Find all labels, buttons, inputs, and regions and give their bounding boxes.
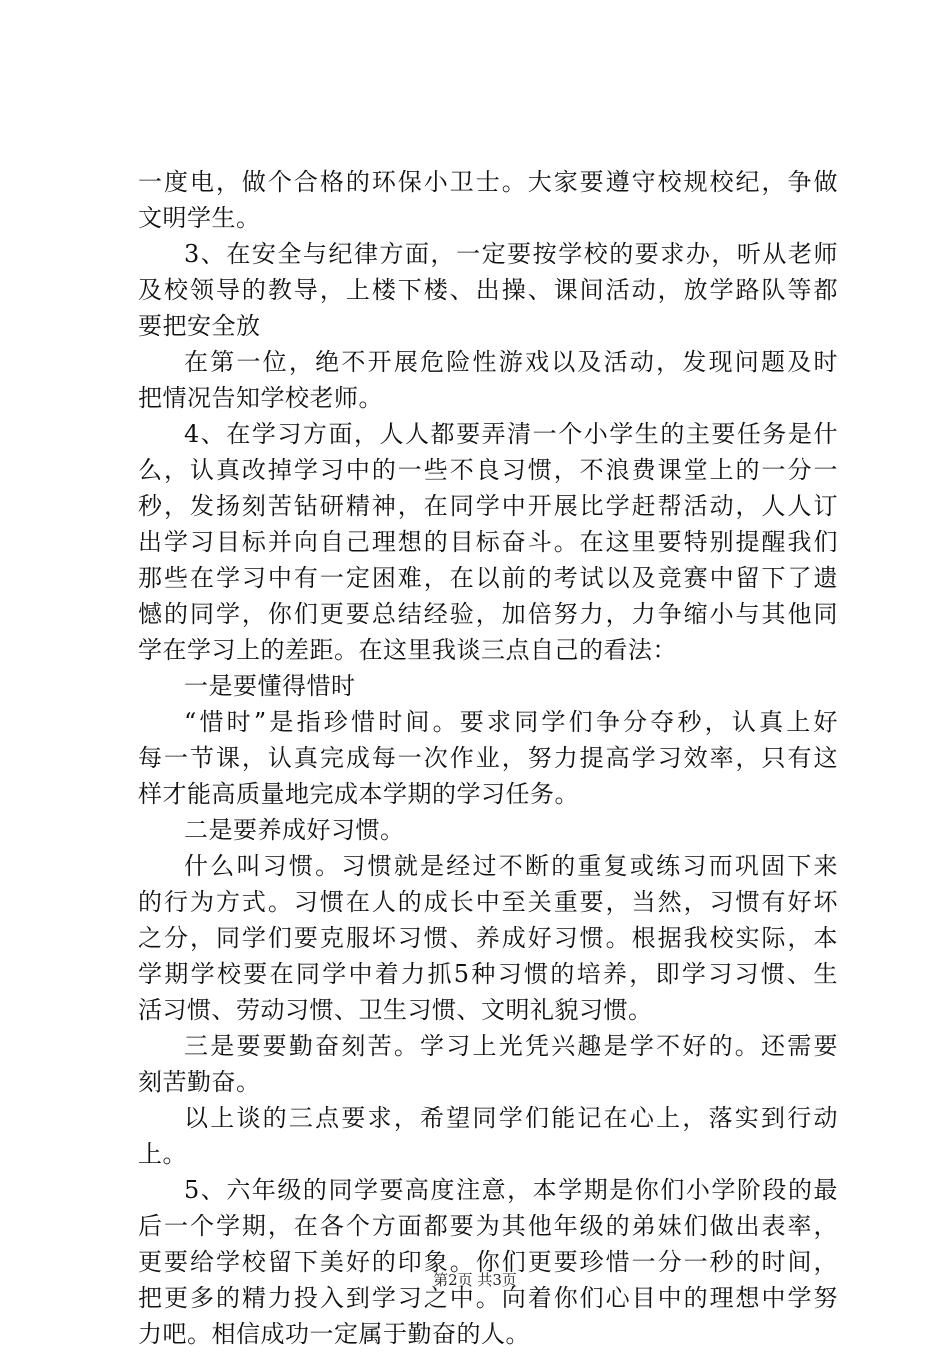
text-line: 文明学生。 [138, 204, 261, 232]
text-line: 出学习目标并向自己理想的目标奋斗。在这里要特别提醒我们 [138, 528, 838, 556]
text-line: 后一个学期，在各个方面都要为其他年级的弟妹们做出表率， [138, 1212, 838, 1240]
text-line: 憾的同学，你们更要总结经验，加倍努力，力争缩小与其他同 [138, 600, 838, 628]
text-line: 秒，发扬刻苦钻研精神，在同学中开展比学赶帮活动，人人订 [138, 492, 838, 520]
text-line: 每一节课，认真完成每一次作业，努力提高学习效率，只有这 [138, 744, 838, 772]
text-line: 三是要要勤奋刻苦。学习上光凭兴趣是学不好的。还需要 [184, 1032, 838, 1060]
text-line: 么，认真改掉学习中的一些不良习惯，不浪费课堂上的一分一 [138, 456, 838, 484]
text-line: 上。 [138, 1140, 187, 1168]
text-line: 那些在学习中有一定困难，在以前的考试以及竞赛中留下了遗 [138, 564, 838, 592]
text-line: 及校领导的教导，上楼下楼、出操、课间活动，放学路队等都 [138, 276, 838, 304]
text-line: 学期学校要在同学中着力抓5种习惯的培养，即学习习惯、生 [138, 960, 838, 988]
text-line: 把情况告知学校老师。 [138, 384, 383, 412]
page-footer [0, 1270, 950, 1290]
text-line: 的行为方式。习惯在人的成长中至关重要，当然，习惯有好坏 [138, 888, 838, 916]
text-line: 刻苦勤奋。 [138, 1068, 261, 1096]
text-line: 把更多的精力投入到学习之中。向着你们心目中的理想中学努 [138, 1284, 838, 1312]
text-line: 以上谈的三点要求，希望同学们能记在心上，落实到行动 [184, 1104, 838, 1132]
text-line: 更要给学校留下美好的印象。你们更要珍惜一分一秒的时间， [138, 1248, 838, 1276]
text-line: 4、在学习方面，人人都要弄清一个小学生的主要任务是什 [184, 420, 838, 448]
text-line: 3、在安全与纪律方面，一定要按学校的要求办，听从老师 [184, 240, 838, 268]
text-line: 活习惯、劳动习惯、卫生习惯、文明礼貌习惯。 [138, 996, 653, 1024]
text-line: 要把安全放 [138, 312, 261, 340]
text-line: 什么叫习惯。习惯就是经过不断的重复或练习而巩固下来 [184, 852, 838, 880]
text-line: 样才能高质量地完成本学期的学习任务。 [138, 780, 579, 808]
text-line: 一是要懂得惜时 [184, 672, 356, 700]
text-line: 在第一位，绝不开展危险性游戏以及活动，发现问题及时 [184, 348, 838, 376]
text-line: 一度电，做个合格的环保小卫士。大家要遵守校规校纪，争做 [138, 168, 838, 196]
text-line: 学在学习上的差距。在这里我谈三点自己的看法： [138, 636, 677, 664]
text-line: 二是要养成好习惯。 [184, 816, 405, 844]
text-line: 力吧。相信成功一定属于勤奋的人。 [138, 1320, 530, 1348]
document-body [138, 164, 838, 1352]
text-line: 之分，同学们要克服坏习惯、养成好习惯。根据我校实际，本 [138, 924, 838, 952]
page-number-label: 第2页 共3页 [433, 1271, 517, 1289]
text-line: 5、六年级的同学要高度注意，本学期是你们小学阶段的最 [184, 1176, 838, 1204]
text-line: “惜时”是指珍惜时间。要求同学们争分夺秒，认真上好 [184, 708, 838, 736]
